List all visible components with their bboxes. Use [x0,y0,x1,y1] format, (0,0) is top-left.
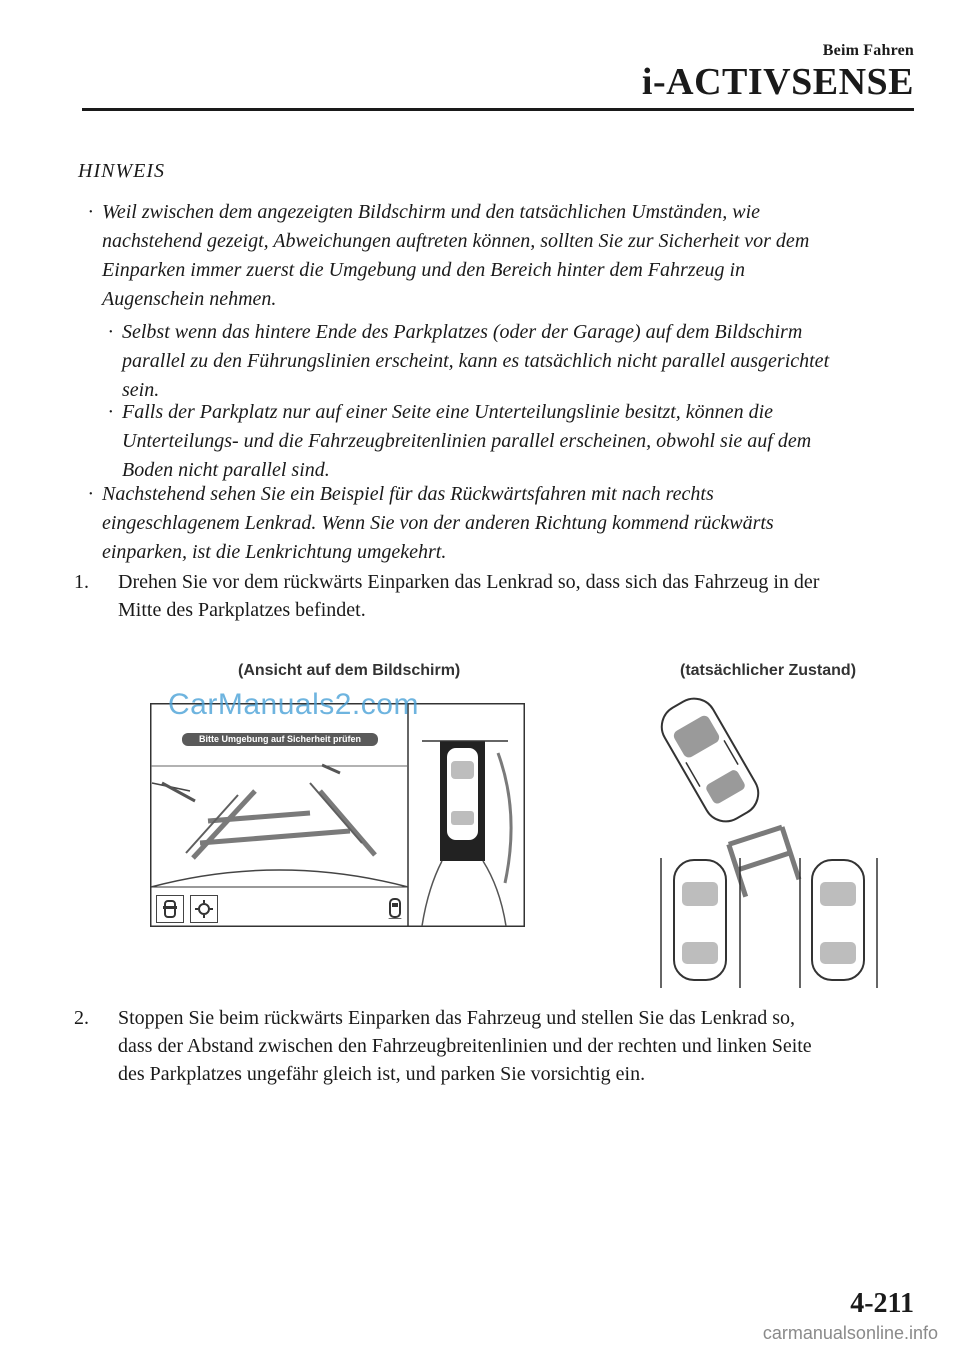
note-line: Einparken immer zuerst die Umgebung und den Bereich hinter dem Fahrzeug in [102,259,746,281]
step-1 [74,568,820,624]
chapter-title: i-ACTIVSENSE [641,61,914,103]
bullet-icon: · [88,201,93,223]
step-line: Stoppen Sie beim rückwärts Einparken das Fahrzeug und stellen Sie das Lenkrad so, [118,1007,796,1029]
bullet-icon: · [108,321,113,343]
note-item [88,480,774,567]
section-title: Beim Fahren [822,42,914,59]
footer-site-link[interactable]: carmanualsonline.info [762,1323,938,1343]
note-line: Augenschein nehmen. [102,288,277,310]
step-number: 1. [74,571,89,593]
actual-state-illustration [640,690,880,990]
camera-screen-illustration [150,703,525,927]
note-line: eingeschlagenem Lenkrad. Wenn Sie von der anderen Richtung kommend rückwärts [102,512,774,534]
step-number: 2. [74,1007,89,1029]
step-line: dass der Abstand zwischen den Fahrzeugbreitenlinien und der rechten und linken Seite [118,1035,812,1057]
page-number: 4-211 [850,1288,914,1319]
bullet-icon: · [88,483,93,505]
step-line: des Parkplatzes ungefähr gleich ist, und parken Sie vorsichtig ein. [118,1063,646,1085]
note-line: einparken, ist die Lenkrichtung umgekehrt. [102,541,447,563]
step-2 [74,1004,812,1088]
parking-sensor-icon [386,895,404,921]
watermark: CarManuals2.com [168,688,419,721]
actual-state-svg [640,690,880,990]
note-line: Weil zwischen dem angezeigten Bildschirm und den tatsächlichen Umständen, wie [102,201,761,223]
note-subitem [108,398,812,485]
header-divider [82,108,914,111]
note-subitem [108,318,830,405]
note-line: Unterteilungs- und die Fahrzeugbreitenlinien parallel erscheinen, obwohl sie auf dem [122,430,812,452]
note-line: Boden nicht parallel sind. [122,459,330,481]
note-line: Falls der Parkplatz nur auf einer Seite eine Unterteilungslinie besitzt, können die [122,401,773,423]
reversing-car [654,691,766,830]
note-line: Selbst wenn das hintere Ende des Parkplatzes (oder der Garage) auf dem Bildschirm [122,321,803,343]
bullet-icon: · [108,401,113,423]
note-title: HINWEIS [78,160,165,182]
settings-gear-icon[interactable] [190,895,218,923]
note-line: nachstehend gezeigt, Abweichungen auftreten können, sollten Sie zur Sicherheit vor dem [102,230,810,252]
caption-screen-view: (Ansicht auf dem Bildschirm) [238,662,461,679]
caption-actual-state: (tatsächlicher Zustand) [680,662,857,679]
step-line: Mitte des Parkplatzes befindet. [118,599,366,621]
note-line: sein. [122,379,160,401]
parked-car-left [674,860,726,980]
car-view-icon[interactable] [156,895,184,923]
note-line: parallel zu den Führungslinien erscheint, kann es tatsächlich nicht parallel ausgerichtet [122,350,830,372]
note-line: Nachstehend sehen Sie ein Beispiel für das Rückwärtsfahren mit nach rechts [102,483,714,505]
warning-text: Bitte Umgebung auf Sicherheit prüfen [198,734,361,744]
note-item [88,198,810,314]
step-line: Drehen Sie vor dem rückwärts Einparken das Lenkrad so, dass sich das Fahrzeug in der [118,571,820,593]
parked-car-right [812,860,864,980]
